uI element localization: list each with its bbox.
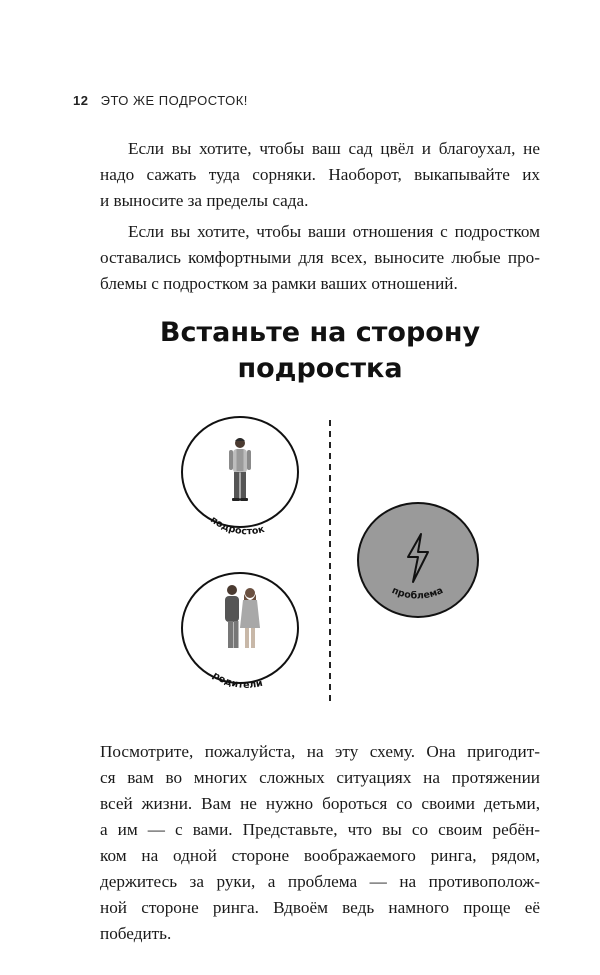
teen-label: подросток: [208, 514, 266, 538]
parents-label: родители: [210, 669, 264, 691]
teen-circle: [182, 417, 298, 537]
paragraph-relationship: [100, 219, 540, 297]
paragraph-garden: [100, 136, 540, 214]
section-heading: [100, 315, 540, 387]
paragraph-diagram-explanation: [100, 739, 540, 947]
text-line: надо сажать туда сорняки. Наоборот, выкапывайте их: [100, 165, 540, 184]
text-line: всей жизни. Вам не нужно бороться со своими детьми,: [100, 794, 540, 813]
side-diagram: [170, 410, 500, 710]
running-title: ЭТО ЖЕ ПОДРОСТОК!: [100, 93, 248, 108]
text-line: победить.: [100, 924, 172, 943]
text-line: ком на одной стороне воображаемого ринга, рядом,: [100, 846, 540, 865]
text-line: и выносите за пределы сада.: [100, 191, 309, 210]
text-line: блемы с подростком за рамки ваших отношений.: [100, 274, 458, 293]
problem-circle: [358, 503, 478, 617]
text-line: Посмотрите, пожалуйста, на эту схему. Она пригодит-: [100, 742, 540, 761]
text-line: Если вы хотите, чтобы ваши отношения с подростком: [128, 222, 540, 241]
parents-circle: [182, 573, 298, 691]
text-line: а им — с вами. Представьте, что вы со своим ребён-: [100, 820, 540, 839]
text-line: ной стороне ринга. Вдвоём ведь намного проще её: [100, 898, 540, 917]
running-header: [73, 93, 248, 108]
page-number: 12: [73, 93, 89, 108]
text-line: ся вам во многих сложных ситуациях на протяжении: [100, 768, 540, 787]
heading-line: подростка: [237, 353, 403, 384]
text-line: Если вы хотите, чтобы ваш сад цвёл и благоухал, не: [128, 139, 540, 158]
text-line: держитесь за руки, а проблема — на противополож-: [100, 872, 540, 891]
problem-label: проблема: [390, 585, 445, 602]
heading-line: Встаньте на сторону: [159, 317, 481, 348]
text-line: оставались комфортными для всех, выносите любые про-: [100, 248, 540, 267]
